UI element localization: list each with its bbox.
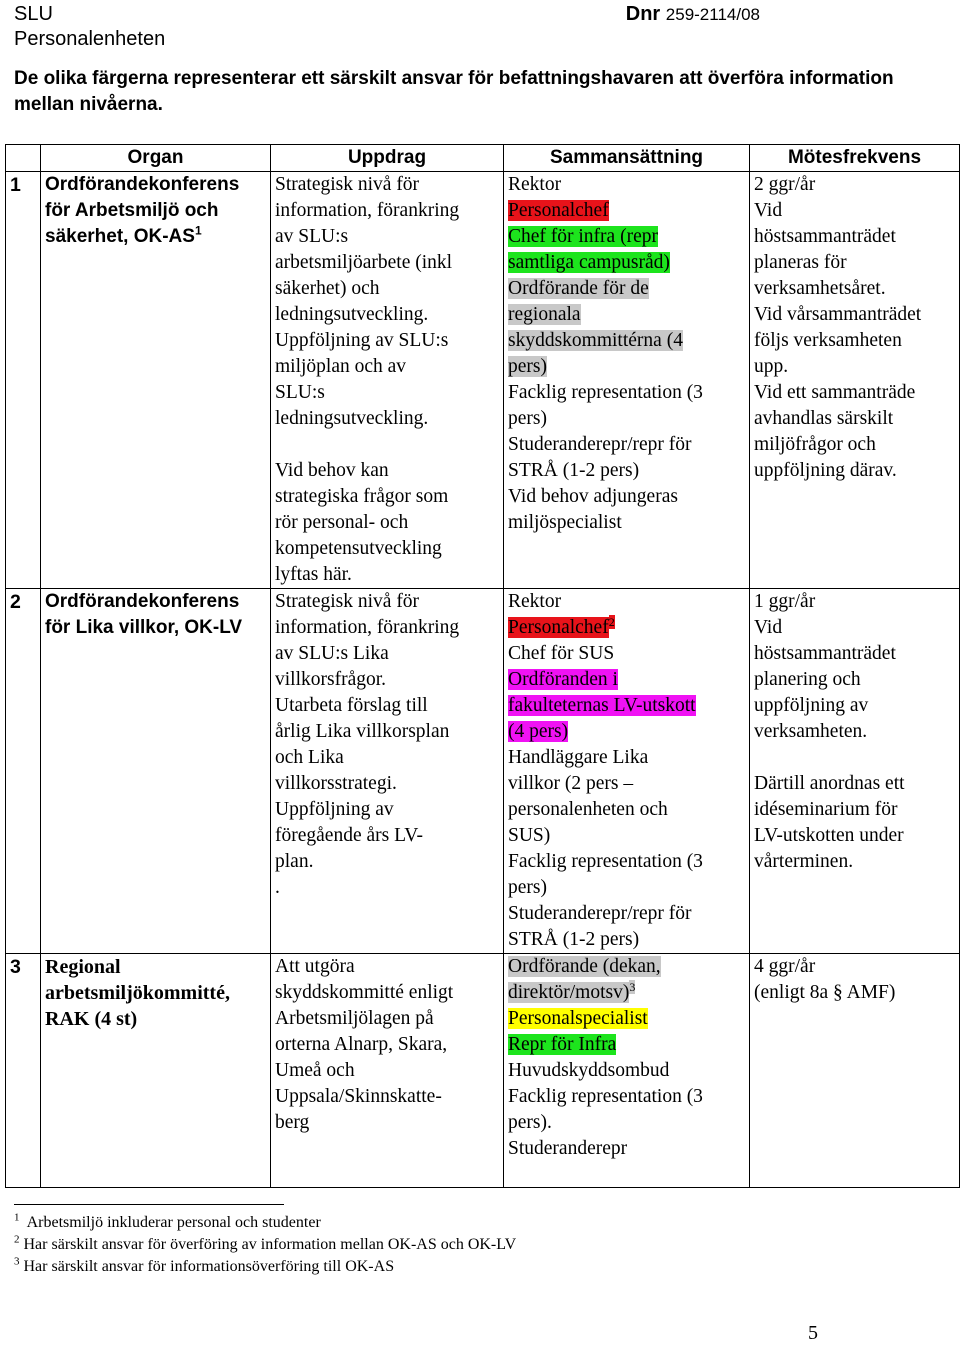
footnote-number: 1: [14, 1211, 20, 1224]
member-line: [508, 1110, 745, 1136]
footnote: [14, 1256, 516, 1278]
table-row: [6, 589, 960, 954]
member-line: [508, 901, 745, 927]
member-line: [508, 1084, 745, 1110]
frekvens-line: vårterminen.: [754, 851, 854, 872]
uppdrag-line: Uppföljning av SLU:s: [275, 330, 449, 351]
member-line: [508, 172, 745, 198]
spacer: [275, 432, 499, 458]
member-line: [508, 406, 745, 432]
frekvens-line: uppföljning av: [754, 695, 869, 716]
frekvens-line: uppföljning därav.: [754, 460, 897, 481]
member-line: [508, 484, 745, 510]
uppdrag-line: Utarbeta förslag till: [275, 695, 428, 716]
member-text: regionala: [508, 304, 581, 325]
frekvens-cell: [750, 589, 960, 954]
member-line: [508, 849, 745, 875]
frekvens-line: miljöfrågor och: [754, 434, 876, 455]
uppdrag-line: årlig Lika villkorsplan: [275, 721, 450, 742]
member-text: Studeranderepr/repr för: [508, 903, 692, 924]
frekvens-line: Vid vårsammanträdet: [754, 304, 922, 325]
member-text: pers): [508, 356, 547, 377]
member-text: Chef för SUS: [508, 643, 615, 664]
uppdrag-line: Arbetsmiljölagen på: [275, 1008, 434, 1029]
footnote-text: Arbetsmiljö inkluderar personal och studenter: [26, 1214, 321, 1231]
column-header-organ: Organ: [41, 145, 271, 172]
footnotes: [14, 1212, 516, 1278]
uppdrag-line: Strategisk nivå för: [275, 591, 420, 612]
member-text: pers).: [508, 1112, 552, 1133]
member-line: [508, 1136, 745, 1162]
uppdrag-cell: [271, 172, 504, 589]
uppdrag-line: SLU:s: [275, 382, 325, 403]
member-line: [508, 1032, 745, 1058]
sammansattning-cell: [504, 172, 750, 589]
member-line: [508, 875, 745, 901]
frekvens-line: planering och: [754, 669, 861, 690]
member-line: [508, 432, 745, 458]
organ-table: [5, 144, 960, 1188]
uppdrag-line: Vid behov kan: [275, 460, 389, 481]
footnote-ref: 1: [194, 223, 202, 238]
frekvens-line: LV-utskotten under: [754, 825, 904, 846]
frekvens-line: Vid ett sammanträde: [754, 382, 916, 403]
uppdrag-line: berg: [275, 1112, 310, 1133]
column-header-sammansattning: Sammansättning: [504, 145, 750, 172]
member-line: [508, 693, 745, 719]
organ-cell: [41, 954, 271, 1188]
frekvens-line: planeras för: [754, 252, 847, 273]
member-text: Facklig representation (3: [508, 851, 703, 872]
member-text: Ordförande (dekan,: [508, 956, 661, 977]
member-line: [508, 328, 745, 354]
uppdrag-line: miljöplan och av: [275, 356, 407, 377]
member-text: Facklig representation (3: [508, 1086, 703, 1107]
footnote-number: 2: [14, 1233, 20, 1246]
member-text: Huvudskyddsombud: [508, 1060, 670, 1081]
uppdrag-line: information, förankring: [275, 617, 460, 638]
member-text: STRÅ (1-2 pers): [508, 929, 640, 950]
table-row: [6, 954, 960, 1188]
row-number: 3: [6, 954, 41, 1188]
sammansattning-cell: [504, 589, 750, 954]
member-line: [508, 276, 745, 302]
uppdrag-line: plan.: [275, 851, 314, 872]
uppdrag-line: av SLU:s: [275, 226, 349, 247]
organ-name: Ordförandekonferens för Lika villkor, OK-LV: [45, 591, 243, 638]
uppdrag-line: lyftas här.: [275, 564, 352, 585]
member-text: Rektor: [508, 174, 562, 195]
footnote: [14, 1234, 516, 1256]
member-text: personalenheten och: [508, 799, 668, 820]
uppdrag-line: Uppföljning av: [275, 799, 394, 820]
uppdrag-line: information, förankring: [275, 200, 460, 221]
header-num: [6, 145, 41, 172]
table-row: [6, 172, 960, 589]
spacer: [754, 745, 955, 771]
organ-cell: [41, 172, 271, 589]
member-text: Rektor: [508, 591, 562, 612]
member-text: skyddskommittérna (4: [508, 330, 683, 351]
member-line: [508, 797, 745, 823]
frekvens-line: verksamhetsåret.: [754, 278, 886, 299]
frekvens-cell: [750, 172, 960, 589]
uppdrag-line: säkerhet) och: [275, 278, 380, 299]
member-text: pers): [508, 877, 547, 898]
frekvens-line: följs verksamheten: [754, 330, 902, 351]
member-line: [508, 615, 745, 641]
member-text: Personalspecialist: [508, 1008, 648, 1029]
uppdrag-line: skyddskommitté enligt: [275, 982, 454, 1003]
row-number: 2: [6, 589, 41, 954]
uppdrag-line: Strategisk nivå för: [275, 174, 420, 195]
uppdrag-line: rör personal- och: [275, 512, 409, 533]
uppdrag-line: Uppsala/Skinnskatte-: [275, 1086, 442, 1107]
member-line: [508, 510, 745, 536]
member-line: [508, 927, 745, 953]
member-line: [508, 667, 745, 693]
member-text: fakulteternas LV-utskott: [508, 695, 696, 716]
uppdrag-line: strategiska frågor som: [275, 486, 449, 507]
member-text: Ordföranden i: [508, 669, 618, 690]
member-line: [508, 1058, 745, 1084]
member-text: Studeranderepr: [508, 1138, 628, 1159]
footnote-separator: [14, 1204, 284, 1205]
member-text: Repr för Infra: [508, 1034, 617, 1055]
member-text: Handläggare Lika: [508, 747, 649, 768]
organ-name-line: arbetsmiljökommitté,: [45, 982, 230, 1004]
member-text: samtliga campusråd): [508, 252, 670, 273]
document-header-left: [14, 2, 165, 52]
uppdrag-line: arbetsmiljöarbete (inkl: [275, 252, 453, 273]
uppdrag-cell: [271, 954, 504, 1188]
member-line: [508, 224, 745, 250]
frekvens-line: upp.: [754, 356, 789, 377]
member-text: villkor (2 pers –: [508, 773, 634, 794]
organ-name-line: RAK (4 st): [45, 1008, 138, 1030]
member-text: Ordförande för de: [508, 278, 649, 299]
frekvens-line: idéseminarium för: [754, 799, 898, 820]
uppdrag-line: orterna Alnarp, Skara,: [275, 1034, 448, 1055]
member-line: [508, 980, 745, 1006]
footnote: [14, 1212, 516, 1234]
frekvens-line: Därtill anordnas ett: [754, 773, 905, 794]
uppdrag-line: ledningsutveckling.: [275, 408, 429, 429]
sammansattning-cell: [504, 954, 750, 1188]
member-text: Studeranderepr/repr för: [508, 434, 692, 455]
frekvens-line: verksamheten.: [754, 721, 868, 742]
member-line: [508, 589, 745, 615]
member-text: Facklig representation (3: [508, 382, 703, 403]
frekvens-line: (enligt 8a § AMF): [754, 982, 896, 1003]
footnote-text: Har särskilt ansvar för överföring av information mellan OK-AS och OK-LV: [23, 1236, 517, 1253]
footnote-ref: 3: [629, 979, 636, 994]
uppdrag-line: Umeå och: [275, 1060, 355, 1081]
frekvens-line: avhandlas särskilt: [754, 408, 894, 429]
frekvens-line: höstsammanträdet: [754, 226, 896, 247]
member-line: [508, 380, 745, 406]
uppdrag-line: och Lika: [275, 747, 344, 768]
member-line: [508, 198, 745, 224]
member-text: Personalchef: [508, 617, 609, 638]
member-line: [508, 354, 745, 380]
document-header-right: [626, 2, 760, 27]
uppdrag-line: föregående års LV-: [275, 825, 424, 846]
page-number: 5: [808, 1322, 818, 1344]
frekvens-line: 1 ggr/år: [754, 591, 816, 612]
frekvens-line: Vid: [754, 617, 783, 638]
uppdrag-line: villkorsfrågor.: [275, 669, 387, 690]
frekvens-line: Vid: [754, 200, 783, 221]
uppdrag-line: av SLU:s Lika: [275, 643, 389, 664]
frekvens-cell: [750, 954, 960, 1188]
member-text: direktör/motsv): [508, 982, 630, 1003]
member-text: STRÅ (1-2 pers): [508, 460, 640, 481]
organ-name-line: Regional: [45, 956, 121, 978]
member-line: [508, 302, 745, 328]
uppdrag-line: Att utgöra: [275, 956, 355, 977]
header-org: SLU: [14, 3, 53, 25]
member-line: [508, 250, 745, 276]
member-text: Personalchef: [508, 200, 609, 221]
organ-name: Ordförandekonferens för Arbetsmiljö och säkerhet, OK-AS: [45, 174, 240, 247]
footnote-ref: 2: [608, 614, 615, 629]
member-line: [508, 458, 745, 484]
footnote-text: Har särskilt ansvar för informationsöverföring till OK-AS: [23, 1258, 395, 1275]
intro-paragraph: De olika färgerna representerar ett särskilt ansvar för befattningshavaren att överföra information mellan nivåerna.: [14, 68, 894, 115]
member-text: Vid behov adjungeras: [508, 486, 678, 507]
frekvens-line: 4 ggr/år: [754, 956, 816, 977]
member-line: [508, 641, 745, 667]
frekvens-line: höstsammanträdet: [754, 643, 896, 664]
member-text: pers): [508, 408, 547, 429]
member-text: miljöspecialist: [508, 512, 622, 533]
header-dept: Personalenheten: [14, 28, 166, 50]
footnote-number: 3: [14, 1255, 20, 1268]
column-header-uppdrag: Uppdrag: [271, 145, 504, 172]
member-line: [508, 1006, 745, 1032]
uppdrag-cell: [271, 589, 504, 954]
frekvens-line: 2 ggr/år: [754, 174, 816, 195]
column-header-motesfrekvens: Mötesfrekvens: [750, 145, 960, 172]
member-line: [508, 771, 745, 797]
organ-cell: [41, 589, 271, 954]
member-text: (4 pers): [508, 721, 569, 742]
dnr-number: 259-2114/08: [665, 5, 760, 24]
uppdrag-line: .: [275, 877, 280, 898]
row-number: 1: [6, 172, 41, 589]
uppdrag-line: ledningsutveckling.: [275, 304, 429, 325]
uppdrag-line: kompetensutveckling: [275, 538, 442, 559]
member-line: [508, 823, 745, 849]
dnr-label: Dnr: [625, 3, 661, 25]
member-line: [508, 719, 745, 745]
member-line: [508, 954, 745, 980]
uppdrag-line: villkorsstrategi.: [275, 773, 397, 794]
table-header-row: [6, 145, 960, 172]
member-line: [508, 745, 745, 771]
member-text: Chef för infra (repr: [508, 226, 658, 247]
member-text: SUS): [508, 825, 551, 846]
